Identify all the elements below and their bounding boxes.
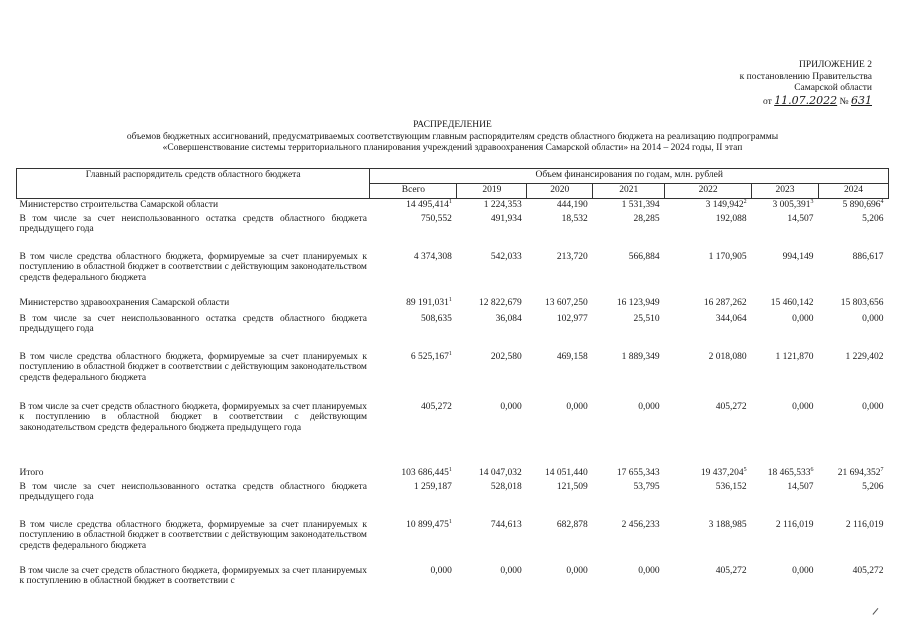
value-cell [370, 251, 457, 297]
cell-value: 89 191,031 [406, 297, 449, 308]
value-cell [819, 565, 889, 595]
title-line2: «Совершенствование системы территориального планирования учреждений здравоохранения Самарской области» на 2014 – 2024 годы, II этап [162, 143, 743, 153]
cell-value: 405,272 [420, 401, 452, 412]
cell-value: 886,617 [852, 251, 884, 262]
cell-value: 750,552 [420, 213, 452, 224]
table-row [17, 519, 889, 565]
cell-value: 2 018,080 [708, 351, 747, 362]
value-cell [527, 401, 593, 467]
table-row [17, 313, 889, 351]
cell-value: 0,000 [792, 565, 814, 576]
cell-value: 5 890,696 [842, 200, 881, 210]
cell-value: 0,000 [566, 565, 588, 576]
footnote-mark: 1 [448, 466, 452, 473]
cell-value: 0,000 [792, 313, 814, 324]
cell-value: 15 803,656 [840, 297, 884, 308]
appendix-date: 11.07.2022 [774, 93, 838, 107]
row-label: В том числе за счет неиспользованного остатка средств областного бюджета предыдущего года [19, 313, 367, 334]
footnote-mark: 3 [810, 198, 814, 205]
table-row [17, 297, 889, 313]
value-cell [457, 313, 527, 351]
table-row [17, 213, 889, 251]
row-label: В том числе средства областного бюджета, формируемые за счет планируемых к поступлению в областной бюджет в соответствии с действующим законодательством средств федерального бюджета [19, 251, 367, 283]
cell-value: 14 047,032 [479, 467, 522, 478]
value-cell [752, 213, 819, 251]
appendix-label: ПРИЛОЖЕНИЕ 2 [798, 60, 872, 70]
footnote-mark: 4 [880, 198, 884, 205]
value-cell [752, 351, 819, 401]
value-cell [752, 519, 819, 565]
appendix-line2: Самарской области [794, 83, 872, 93]
value-cell [527, 519, 593, 565]
table-row [17, 351, 889, 401]
cell-value: 5,206 [862, 213, 884, 224]
header-year: 2023 [752, 184, 819, 199]
table-body [17, 199, 889, 595]
cell-value: 12 822,679 [479, 297, 522, 308]
cell-value: 14,507 [787, 481, 814, 492]
cell-value: 28,285 [633, 213, 660, 224]
value-cell [457, 213, 527, 251]
value-cell [665, 519, 752, 565]
value-cell [593, 519, 665, 565]
row-label: В том числе за счет неиспользованного остатка средств областного бюджета предыдущего года [19, 213, 367, 234]
value-cell [752, 251, 819, 297]
cell-value: 3 188,985 [708, 519, 747, 530]
header-year: 2019 [457, 184, 527, 199]
appendix-line1: к постановлению Правительства [739, 71, 872, 82]
appendix-no: № [839, 96, 849, 107]
cell-value: 469,158 [556, 351, 588, 362]
value-cell [457, 481, 527, 519]
value-cell [665, 297, 752, 313]
cell-value: 1 229,402 [845, 351, 884, 362]
cell-value: 0,000 [792, 401, 814, 412]
value-cell [752, 481, 819, 519]
value-cell [752, 297, 819, 313]
appendix-block [740, 60, 872, 108]
cell-value: 1 170,905 [708, 251, 747, 262]
value-cell [593, 297, 665, 313]
cell-value: 0,000 [638, 401, 660, 412]
cell-value: 2 456,233 [621, 519, 660, 530]
appendix-from: от [763, 96, 772, 107]
cell-value: 213,720 [556, 251, 588, 262]
row-label: В том числе средства областного бюджета, формируемые за счет планируемых к поступлению в областной бюджет в соответствии с действующим законодательством средств федерального бюджета [19, 351, 367, 383]
value-cell [457, 467, 527, 481]
header-main: Главный распорядитель средств областного бюджета [17, 169, 370, 199]
cell-value: 16 287,262 [703, 297, 747, 308]
cell-value: 121,509 [556, 481, 588, 492]
cell-value: 542,033 [490, 251, 522, 262]
value-cell [665, 313, 752, 351]
value-cell [370, 297, 457, 313]
value-cell [593, 351, 665, 401]
cell-value: 0,000 [500, 565, 522, 576]
table-row [17, 251, 889, 297]
value-cell [665, 467, 752, 481]
cell-value: 4 374,308 [413, 251, 452, 262]
row-label: Министерство здравоохранения Самарской области [19, 297, 230, 308]
scan-mark [872, 608, 884, 620]
value-cell [665, 213, 752, 251]
cell-value: 14,507 [787, 213, 814, 224]
value-cell [819, 251, 889, 297]
value-cell [527, 313, 593, 351]
cell-value: 1 259,187 [413, 481, 452, 492]
cell-value: 102,977 [556, 313, 588, 324]
document-title [0, 120, 905, 155]
value-cell [370, 313, 457, 351]
cell-value: 10 899,475 [406, 519, 449, 530]
value-cell [370, 481, 457, 519]
value-cell [457, 565, 527, 595]
cell-value: 491,934 [490, 213, 522, 224]
value-cell [665, 199, 752, 213]
row-label: В том числе за счет средств областного бюджета, формируемых за счет планируемых к поступлению в областной бюджет в соответствии с действующим законодательством средств федерального бюджета предыдущего года [19, 401, 367, 433]
cell-value: 103 686,445 [401, 467, 449, 478]
value-cell [457, 297, 527, 313]
value-cell [665, 565, 752, 595]
footnote-mark: 5 [743, 466, 747, 473]
cell-value: 0,000 [862, 313, 884, 324]
cell-value: 14 495,414 [406, 200, 449, 210]
footnote-mark: 1 [448, 198, 452, 205]
footnote-mark: 6 [810, 466, 814, 473]
cell-value: 744,613 [490, 519, 522, 530]
cell-value: 405,272 [852, 565, 884, 576]
row-label: В том числе за счет неиспользованного остатка средств областного бюджета предыдущего года [19, 481, 367, 502]
cell-value: 18 465,533 [767, 467, 811, 478]
cell-value: 1 121,870 [775, 351, 814, 362]
cell-value: 444,190 [556, 200, 588, 210]
cell-value: 53,795 [633, 481, 660, 492]
value-cell [457, 251, 527, 297]
value-cell [665, 481, 752, 519]
value-cell [457, 351, 527, 401]
cell-value: 344,064 [715, 313, 747, 324]
cell-value: 0,000 [638, 565, 660, 576]
cell-value: 508,635 [420, 313, 452, 324]
value-cell [527, 297, 593, 313]
value-cell [819, 467, 889, 481]
row-label: В том числе средства областного бюджета, формируемые за счет планируемых к поступлению в областной бюджет в соответствии с действующим законодательством средств федерального бюджета [19, 519, 367, 551]
value-cell [457, 401, 527, 467]
row-label: Министерство строительства Самарской области [19, 200, 219, 210]
header-group: Объем финансирования по годам, млн. рублей [370, 169, 889, 184]
value-cell [370, 213, 457, 251]
cell-value: 528,018 [490, 481, 522, 492]
value-cell [593, 313, 665, 351]
table-row [17, 401, 889, 467]
value-cell [527, 351, 593, 401]
row-label: Итого [19, 467, 44, 478]
value-cell [593, 251, 665, 297]
footnote-mark: 2 [743, 198, 747, 205]
value-cell [819, 297, 889, 313]
cell-value: 0,000 [566, 401, 588, 412]
cell-value: 3 149,942 [705, 200, 744, 210]
cell-value: 2 116,019 [775, 519, 814, 530]
footnote-mark: 7 [880, 466, 884, 473]
title-line1: объемов бюджетных ассигнований, предусматриваемых соответствующим главным распорядителям средств областного бюджета на реализацию подпрограммы [126, 131, 779, 142]
value-cell [527, 481, 593, 519]
table-row [17, 481, 889, 519]
row-label: В том числе за счет средств областного бюджета, формируемых за счет планируемых к поступлению в областной бюджет в соответствии с [19, 565, 367, 586]
cell-value: 536,152 [715, 481, 747, 492]
value-cell [593, 199, 665, 213]
value-cell [752, 313, 819, 351]
value-cell [457, 199, 527, 213]
value-cell [527, 199, 593, 213]
value-cell [370, 199, 457, 213]
cell-value: 566,884 [628, 251, 660, 262]
value-cell [370, 467, 457, 481]
value-cell [665, 251, 752, 297]
cell-value: 5,206 [862, 481, 884, 492]
appendix-number: 631 [851, 93, 872, 107]
value-cell [370, 519, 457, 565]
cell-value: 17 655,343 [616, 467, 660, 478]
value-cell [819, 519, 889, 565]
table-row [17, 199, 889, 213]
cell-value: 36,084 [495, 313, 522, 324]
cell-value: 1 531,394 [621, 200, 660, 210]
value-cell [593, 565, 665, 595]
value-cell [752, 199, 819, 213]
value-cell [370, 401, 457, 467]
header-year: Всего [370, 184, 457, 199]
value-cell [819, 481, 889, 519]
cell-value: 15 460,142 [770, 297, 814, 308]
appendix-order [740, 95, 872, 109]
cell-value: 3 005,391 [772, 200, 811, 210]
cell-value: 19 437,204 [700, 467, 744, 478]
value-cell [665, 401, 752, 467]
value-cell [819, 199, 889, 213]
value-cell [370, 565, 457, 595]
cell-value: 14 051,440 [544, 467, 588, 478]
cell-value: 192,088 [715, 213, 747, 224]
cell-value: 0,000 [430, 565, 452, 576]
table-row [17, 565, 889, 595]
value-cell [527, 467, 593, 481]
value-cell [593, 481, 665, 519]
footnote-mark: 1 [448, 296, 452, 303]
value-cell [752, 401, 819, 467]
header-year: 2022 [665, 184, 752, 199]
cell-value: 6 525,167 [410, 351, 449, 362]
value-cell [370, 351, 457, 401]
budget-table [16, 168, 889, 595]
cell-value: 202,580 [490, 351, 522, 362]
cell-value: 1 889,349 [621, 351, 660, 362]
table-row [17, 467, 889, 481]
value-cell [593, 467, 665, 481]
cell-value: 405,272 [715, 401, 747, 412]
value-cell [527, 565, 593, 595]
value-cell [819, 351, 889, 401]
footnote-mark: 1 [448, 518, 452, 525]
cell-value: 994,149 [782, 251, 814, 262]
value-cell [752, 467, 819, 481]
value-cell [819, 313, 889, 351]
cell-value: 682,878 [556, 519, 588, 530]
cell-value: 16 123,949 [616, 297, 660, 308]
value-cell [527, 213, 593, 251]
cell-value: 13 607,250 [544, 297, 588, 308]
value-cell [527, 251, 593, 297]
value-cell [665, 351, 752, 401]
header-year: 2020 [527, 184, 593, 199]
cell-value: 0,000 [862, 401, 884, 412]
cell-value: 21 694,352 [837, 467, 881, 478]
cell-value: 2 116,019 [845, 519, 884, 530]
header-year: 2021 [593, 184, 665, 199]
value-cell [752, 565, 819, 595]
header-year: 2024 [819, 184, 889, 199]
value-cell [593, 401, 665, 467]
cell-value: 0,000 [500, 401, 522, 412]
cell-value: 18,532 [561, 213, 588, 224]
cell-value: 1 224,353 [483, 200, 522, 210]
cell-value: 405,272 [715, 565, 747, 576]
value-cell [819, 401, 889, 467]
footnote-mark: 1 [448, 350, 452, 357]
value-cell [819, 213, 889, 251]
cell-value: 25,510 [633, 313, 660, 324]
value-cell [593, 213, 665, 251]
title-heading: РАСПРЕДЕЛЕНИЕ [413, 120, 492, 130]
value-cell [457, 519, 527, 565]
